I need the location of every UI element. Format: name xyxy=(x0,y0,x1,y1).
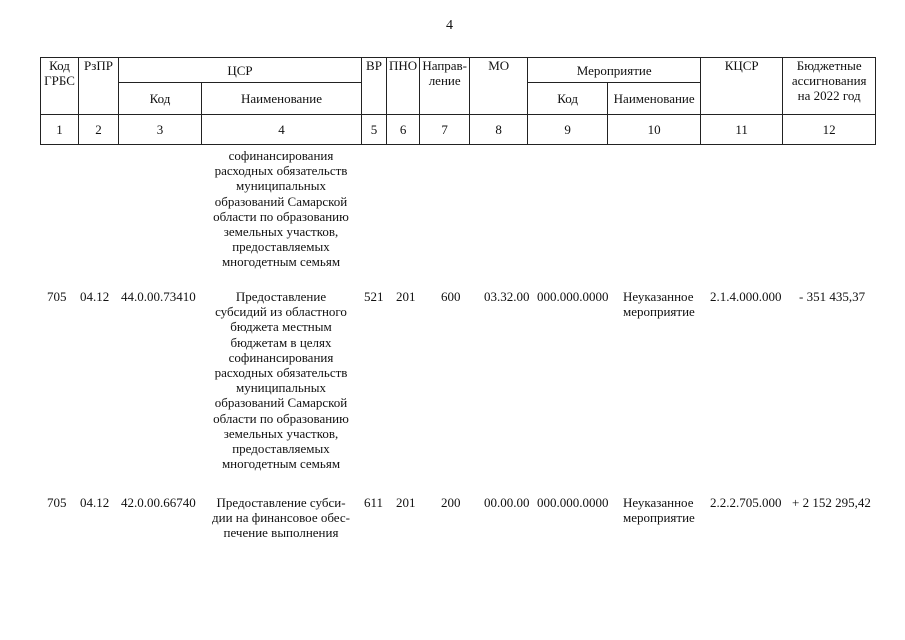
header-meropr-name: Наименование xyxy=(608,83,701,115)
column-number: 8 xyxy=(470,115,528,145)
column-number: 5 xyxy=(362,115,387,145)
row-csr-kod: 42.0.00.66740 xyxy=(121,495,196,510)
header-csr-kod: Код xyxy=(119,83,202,115)
name-line: многодетным семьям xyxy=(221,456,341,472)
row-csr-kod: 44.0.00.73410 xyxy=(121,289,196,304)
row-kcsr: 2.2.2.705.000 xyxy=(710,495,782,510)
row-grbs: 705 xyxy=(47,495,67,510)
column-number: 9 xyxy=(528,115,608,145)
page-number: 4 xyxy=(446,18,453,33)
name-line: земельных участков, xyxy=(223,224,339,240)
row-kcsr: 2.1.4.000.000 xyxy=(710,289,782,304)
row-grbs: 705 xyxy=(47,289,67,304)
meropr-name-line: Неуказанное xyxy=(623,495,694,510)
name-line: области по образованию xyxy=(213,410,349,426)
name-line: области по образованию xyxy=(213,208,349,224)
table-header xyxy=(40,57,876,145)
header-mo: МО xyxy=(470,58,528,115)
column-number: 7 xyxy=(420,115,470,145)
header-kcsr: КЦСР xyxy=(701,58,783,115)
meropr-name-line: мероприятие xyxy=(623,304,695,320)
continuation-name xyxy=(201,148,361,270)
header-rzpr: РзПР xyxy=(79,58,119,115)
name-line: расходных обязательств xyxy=(214,365,348,381)
meropr-name-line: Неуказанное xyxy=(623,289,694,304)
row-rzpr: 04.12 xyxy=(80,289,110,304)
name-line: предоставляемых xyxy=(232,239,330,255)
row-pno: 201 xyxy=(396,289,416,304)
column-number: 2 xyxy=(79,115,119,145)
row-rzpr: 04.12 xyxy=(80,495,110,510)
header-napr: Направ-ление xyxy=(420,58,470,115)
name-line: многодетным семьям xyxy=(221,254,341,270)
header-meropr-kod: Код xyxy=(528,83,608,115)
header-csr-name: Наименование xyxy=(202,83,362,115)
name-line: софинансирования xyxy=(228,349,334,365)
header-vr: ВР xyxy=(362,58,387,115)
name-line: бюджетам в целях xyxy=(230,334,332,350)
name-line: субсидий из областного xyxy=(215,304,347,320)
header-kod-grbs: Код ГРБС xyxy=(41,58,79,115)
row-meropr-name xyxy=(623,289,695,319)
row-amount: + 2 152 295,42 xyxy=(792,495,871,510)
name-line: софинансирования xyxy=(228,148,334,163)
name-line: расходных обязательств xyxy=(214,163,348,179)
row-vr: 611 xyxy=(364,495,384,510)
header-pno: ПНО xyxy=(387,58,420,115)
column-number: 3 xyxy=(119,115,202,145)
header-column-numbers xyxy=(41,115,876,145)
header-csr: ЦСР xyxy=(119,58,362,83)
name-line: образований Самарской xyxy=(214,395,348,411)
header-meropr: Мероприятие xyxy=(528,58,701,83)
row-mo: 03.32.00 xyxy=(484,289,530,304)
name-line: бюджета местным xyxy=(230,319,332,335)
row-meropr-kod: 000.000.0000 xyxy=(537,289,609,304)
row-napr: 600 xyxy=(441,289,461,304)
column-number: 6 xyxy=(387,115,420,145)
name-line: образований Самарской xyxy=(214,193,348,209)
column-number: 1 xyxy=(41,115,79,145)
column-number: 4 xyxy=(202,115,362,145)
row-napr: 200 xyxy=(441,495,461,510)
name-line: Предоставление xyxy=(235,289,327,304)
row-meropr-kod: 000.000.0000 xyxy=(537,495,609,510)
name-line: муниципальных xyxy=(235,178,326,194)
row-name xyxy=(201,495,361,541)
name-line: дии на финансовое обес- xyxy=(212,510,350,526)
name-line: земельных участков, xyxy=(223,425,339,441)
name-line: муниципальных xyxy=(235,380,326,396)
header-budget: Бюджетные ассигнования на 2022 год xyxy=(783,58,876,115)
name-line: печение выполнения xyxy=(223,525,339,541)
name-line: Предоставление субси- xyxy=(216,495,346,510)
row-meropr-name xyxy=(623,495,695,525)
row-mo: 00.00.00 xyxy=(484,495,530,510)
row-amount: - 351 435,37 xyxy=(799,289,866,304)
row-name xyxy=(201,289,361,471)
row-vr: 521 xyxy=(364,289,384,304)
meropr-name-line: мероприятие xyxy=(623,510,695,526)
name-line: предоставляемых xyxy=(232,441,330,457)
column-number: 10 xyxy=(608,115,701,145)
row-pno: 201 xyxy=(396,495,416,510)
column-number: 11 xyxy=(701,115,783,145)
column-number: 12 xyxy=(783,115,876,145)
